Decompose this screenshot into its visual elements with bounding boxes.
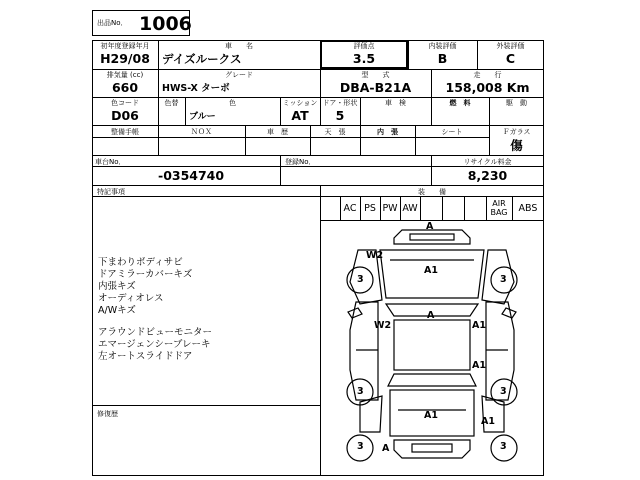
recycle-value: 8,230: [467, 168, 508, 183]
row-divider: [92, 125, 544, 126]
lot-number-box: [92, 10, 190, 36]
chassis-label: 車台No．: [95, 158, 126, 166]
mark-tire-fl: 3: [357, 274, 364, 285]
mileage-label: 走 行: [473, 71, 502, 79]
grade-label: グレード: [225, 71, 253, 79]
mark-tire-spare-right: 3: [500, 441, 507, 452]
color-swap-label: 色替: [164, 99, 179, 107]
col-divider: [442, 196, 443, 220]
front-grille-shape: [410, 234, 454, 240]
repair-history-label: 修復歴: [97, 410, 118, 418]
col-divider: [420, 196, 421, 220]
rear-bumper-shape: [394, 440, 470, 458]
rear-window-shape: [388, 374, 476, 386]
front-bumper-shape: [394, 230, 470, 244]
remark-line: 左オートスライドドア: [98, 351, 193, 362]
equip-ps: PS: [364, 203, 376, 214]
displacement-label: 排気量 (cc): [106, 71, 144, 79]
model-label: 型 式: [361, 71, 390, 79]
equip-airbag: AIR BAG: [490, 199, 508, 217]
interior-trim-label: 内 張: [377, 128, 398, 136]
remark-line: ドアミラーカバーキズ: [98, 269, 193, 280]
history-label: 車 歴: [267, 128, 288, 136]
row-divider: [92, 185, 544, 186]
row-divider: [92, 405, 320, 406]
remark-line: オーディオレス: [98, 293, 164, 304]
fuel-label: 燃 料: [449, 99, 471, 107]
manual-label: 整備手帳: [111, 128, 139, 136]
color-code-label: 色コード: [111, 99, 139, 107]
drive-label: 駆 動: [506, 99, 527, 107]
rear-plate-shape: [412, 444, 452, 452]
chassis-value: -0354740: [158, 168, 225, 183]
model-value: DBA-B21A: [339, 80, 412, 95]
interior-score-value: B: [437, 51, 448, 66]
equip-ac: AC: [343, 203, 357, 214]
inspection-label: 車 検: [385, 99, 406, 107]
equipment-row: [320, 196, 544, 220]
score-label: 評価点: [353, 42, 375, 50]
mark-a1-right-front-door: A1: [472, 320, 486, 331]
remark-line: アラウンドビューモニター: [98, 327, 213, 338]
mark-a1-right-rear-door: A1: [472, 360, 486, 371]
reg-value: H29/08: [100, 51, 150, 66]
sunroof-label: 天 張: [324, 128, 346, 136]
car-damage-diagram: [320, 220, 544, 475]
mission-value: AT: [291, 108, 309, 123]
score-value: 3.5: [352, 51, 376, 66]
mileage-value: 158,008 Km: [445, 80, 530, 95]
row-divider: [92, 155, 544, 156]
lot-number-label: 出品No．: [97, 19, 128, 27]
displacement-value: 660: [111, 80, 139, 95]
remark-line: 下まわりボディサビ: [98, 257, 183, 268]
left-rear-quarter-shape: [360, 396, 382, 432]
mark-a1-rear: A1: [424, 410, 438, 421]
exterior-score-value: C: [505, 51, 516, 66]
mission-label: ミッション: [282, 99, 318, 107]
mark-tire-spare-left: 3: [357, 441, 364, 452]
color-label: 色: [229, 99, 236, 107]
doors-label: ドア・形状: [322, 99, 358, 107]
grade-value: HWS-X ターボ: [162, 83, 230, 94]
remark-line: 内張キズ: [98, 281, 136, 292]
car-name-value: デイズルークス: [162, 52, 242, 66]
mark-front-top: A: [426, 221, 434, 232]
interior-score-label: 内装評価: [428, 42, 457, 50]
mark-a1-hood: A1: [424, 265, 438, 276]
color-code-value: D06: [111, 108, 139, 123]
car-name-label: 車 名: [225, 42, 253, 50]
nox-label: ＮＯＸ: [191, 128, 212, 136]
color-value: ブルー: [189, 112, 216, 122]
glass-value: 傷: [510, 138, 523, 153]
mark-tire-rl: 3: [357, 386, 364, 397]
roof-shape: [394, 320, 470, 370]
col-divider: [464, 196, 465, 220]
remark-line: A/Wキズ: [98, 305, 136, 316]
reg-label: 初年度登録年月: [100, 42, 150, 50]
doors-value: 5: [335, 108, 345, 123]
glass-label: Ｆガラス: [502, 128, 531, 136]
equip-abs: ABS: [518, 203, 538, 214]
lot-number-value: 1006: [139, 13, 192, 35]
mark-w2-left-front: W2: [366, 250, 384, 261]
mark-tire-rr: 3: [500, 386, 507, 397]
seat-label: シート: [441, 128, 463, 136]
col-divider: [280, 155, 281, 185]
equipment-label: 装 備: [418, 188, 446, 196]
mark-roof-a: A: [427, 310, 435, 321]
recycle-label: リサイクル料金: [463, 158, 512, 166]
mark-a1-rear-right: A1: [481, 416, 495, 427]
exterior-score-label: 外装評価: [496, 42, 525, 50]
equip-pw: PW: [382, 203, 398, 214]
remarks-label: 特記事項: [97, 188, 125, 196]
mark-tire-fr: 3: [500, 274, 507, 285]
registration-label: 登録No．: [285, 158, 316, 166]
mark-a-bottom: A: [382, 443, 390, 454]
remark-line: エマージェンシーブレーキ: [98, 339, 211, 350]
right-front-fender-shape: [482, 250, 514, 304]
row-divider: [92, 137, 489, 138]
equip-aw: AW: [402, 203, 418, 214]
mark-w2-left-mid: W2: [374, 320, 392, 331]
